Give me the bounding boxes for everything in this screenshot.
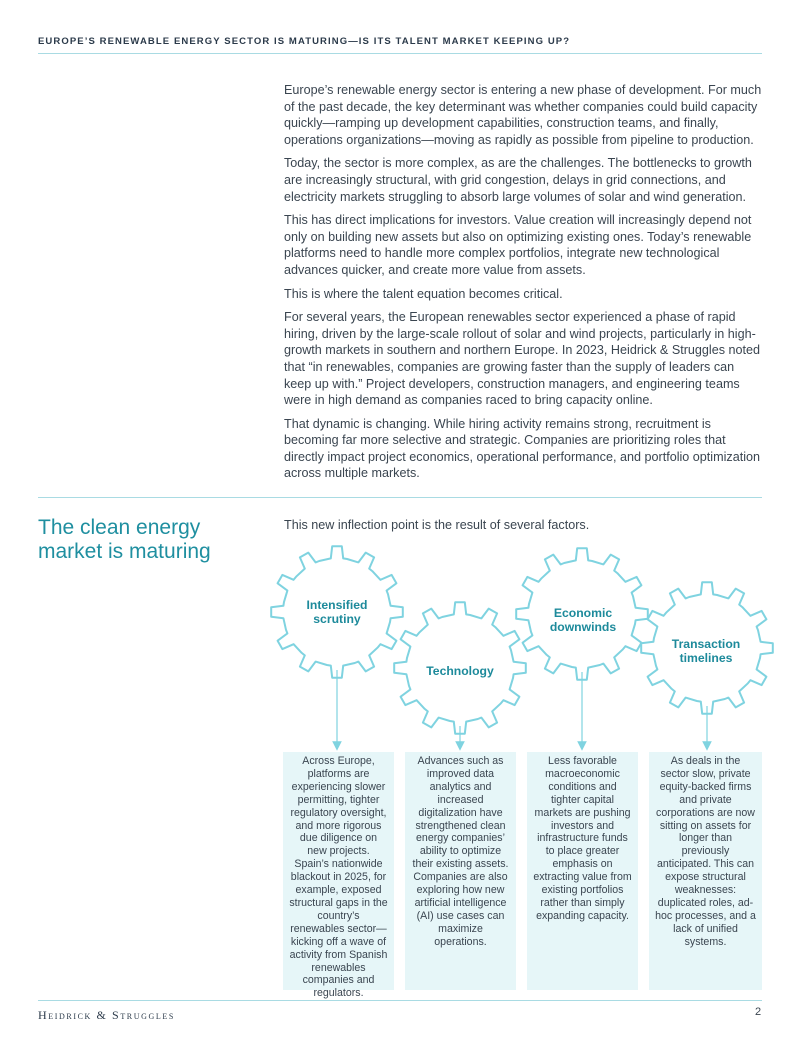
paragraph: Today, the sector is more complex, as are the challenges. The bottlenecks to growth are increasingly structural, with grid congestion, delays in grid connections, and electricity markets struggling to absorb large volumes of solar and wind generation. — [284, 156, 752, 204]
heidrick-struggles-logo: Heidrick & Struggles — [38, 1008, 175, 1022]
running-header: EUROPE’S RENEWABLE ENERGY SECTOR IS MATURING—IS ITS TALENT MARKET KEEPING UP? — [38, 36, 571, 47]
factor-card-intensified-scrutiny: Across Europe, platforms are experiencing slower permitting, tighter regulatory oversight, and more rigorous due diligence on new projects. Spain’s nationwide blackout in 2025, for example, exposed structural gaps in the country’s renewables sector—kicking off a wave of activity from Spanish renewables companies and regulators. — [283, 752, 394, 990]
factor-card-technology: Advances such as improved data analytics and increased digitalization have strengthened clean energy companies’ ability to optimize their existing assets. Companies are also exploring how new artificial intelligence (AI) use cases can maximize operations. — [405, 752, 516, 990]
gear-label-economic-downwinds: Economic downwinds — [549, 606, 617, 634]
footer-rule — [38, 1000, 762, 1001]
paragraph: That dynamic is changing. While hiring activity remains strong, recruitment is becoming far more selective and strategic. Companies are prioritizing roles that directly impact project economics, operational performance, and portfolio optimization across multiple markets. — [284, 416, 760, 481]
gear-label-intensified-scrutiny: Intensified scrutiny — [306, 598, 368, 626]
paragraph: This is where the talent equation becomes critical. — [284, 286, 563, 301]
gear-label-technology: Technology — [426, 664, 494, 678]
section-intro: This new inflection point is the result of several factors. — [284, 518, 590, 532]
factor-card-economic-downwinds: Less favorable macroeconomic conditions and tighter capital markets are pushing investors and infrastructure funds to place greater emphasis on extracting value from existing portfolios rather than simply expanding capacity. — [527, 752, 638, 990]
section-title: The clean energy market is maturing — [38, 516, 211, 563]
paragraph: Europe’s renewable energy sector is entering a new phase of development. For much of the past decade, the key determinant was whether companies could build capacity quickly—ramping up development capabilities, construction teams, and finally, operations organizations—moving as rapidly as possible from pipeline to production. — [284, 83, 762, 147]
paragraph: For several years, the European renewables sector experienced a phase of rapid hiring, driven by the large-scale rollout of solar and wind projects, particularly in high-growth markets in southern and northern Europe. In 2023, Heidrick & Struggles noted that “in renewables, companies are growing faster than the supply of leaders can keep up with.” Project developers, construction managers, and engineering teams were in high demand as companies raced to bring capacity online. — [284, 310, 761, 408]
paragraph: This has direct implications for investors. Value creation will increasingly depend not only on building new assets but also on optimizing existing ones. Today’s renewable platforms need to handle more complex portfolios, integrate new technological advances quicker, and create more value from assets. — [284, 213, 752, 277]
gear-label-transaction-timelines: Transaction timelines — [671, 637, 741, 665]
page-number: 2 — [755, 1006, 762, 1018]
factor-card-transaction-timelines: As deals in the sector slow, private equity-backed firms and private corporations are now sitting on assets for longer than previously anticipated. This can expose structural weaknesses: duplicated roles, ad-hoc processes, and a lack of unified systems. — [649, 752, 762, 990]
